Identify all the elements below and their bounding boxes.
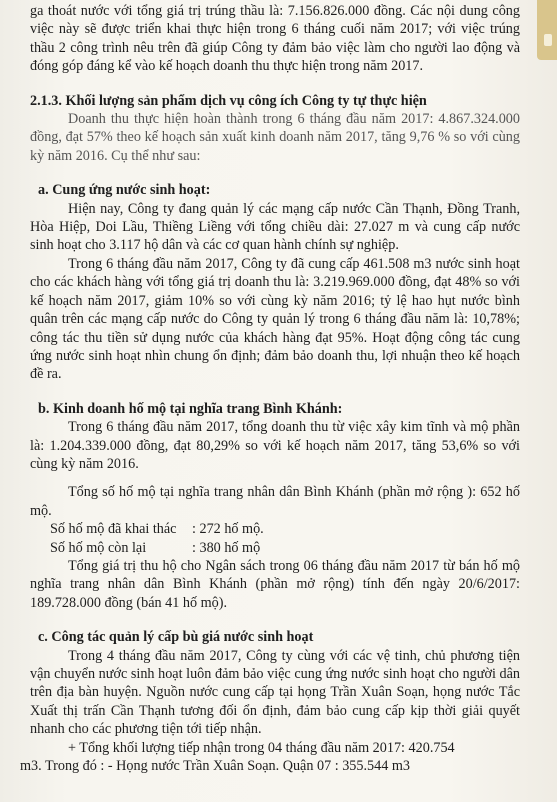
stat-value: : 272 hố mộ. — [192, 521, 264, 538]
document-body — [20, 2, 520, 775]
volume-detail-line: m3. Trong đó : - Họng nước Trần Xuân Soạn. Quận 07 : 355.544 m3 — [20, 758, 410, 775]
volume-paragraph: + Tổng khối lượng tiếp nhận trong 04 tháng đầu năm 2017: 420.754 — [68, 739, 455, 756]
water-subsidy-paragraph: Trong 4 tháng đầu năm 2017, Công ty cùng với các vệ tinh, chủ phương tiện vận chuyển nước sinh hoạt luôn đảm bảo việc cung ứng nước sinh hoạt cho người dân trên địa bàn huyện. Nguồn nước cung cấp tại họng Trần Xuân Soạn, họng nước Tắc Xuất thị trấn Cần Thạnh tương đối ổn định, đảm bảo cung cấp kịp thời giải quyết nhanh cho các phương tiện tới tiếp nhận. — [30, 647, 520, 738]
stat-label: Số hố mộ còn lại — [50, 539, 147, 556]
stat-row-remaining — [50, 539, 520, 557]
subsection-heading-b: b. Kinh doanh hố mộ tại nghĩa trang Bình Khánh: — [38, 400, 343, 417]
intro-paragraph: ga thoát nước với tổng giá trị trúng thầu là: 7.156.826.000 đồng. Các nội dung công việc này sẽ được triển khai thực hiện trong 6 tháng cuối năm 2017; với việc trúng thầu 2 công trình nêu trên đã giúp Công ty đảm bảo việc làm cho người lao động và đóng góp đáng kể vào kế hoạch doanh thu thực hiện trong năm 2017. — [30, 3, 520, 75]
subsection-heading-a: a. Cung ứng nước sinh hoạt: — [38, 182, 211, 199]
budget-collection-paragraph: Tổng giá trị thu hộ cho Ngân sách trong 06 tháng đầu năm 2017 từ bán hố mộ nghĩa trang nhân dân Bình Khánh (phần mở rộng) tính đến ngày 20/6/2017: 189.728.000 đồng (bán 41 hố mộ). — [30, 557, 520, 611]
cemetery-revenue-paragraph: Trong 6 tháng đầu năm 2017, tổng doanh thu từ việc xây kim tĩnh và mộ phần là: 1.204.339.000 đồng, đạt 80,29% so với kế hoạch năm 2017, tăng 53,6% so với cùng kỳ năm 2016. — [30, 419, 520, 472]
cemetery-total-paragraph: Tổng số hố mộ tại nghĩa trang nhân dân Bình Khánh (phần mở rộng ): 652 hố mộ. — [30, 484, 520, 519]
subsection-heading-c: c. Công tác quản lý cấp bù giá nước sinh hoạt — [38, 629, 314, 646]
stat-label: Số hố mộ đã khai thác — [50, 521, 177, 538]
corner-tab — [537, 0, 557, 60]
water-supply-paragraph: Trong 6 tháng đầu năm 2017, Công ty đã cung cấp 461.508 m3 nước sinh hoạt cho các khách hàng với tổng giá trị doanh thu là: 3.219.969.000 đồng, đạt 48% so với kế hoạch năm 2017, giảm 10% so với cùng kỳ năm 2016; tỷ lệ hao hụt nước bình quân trên các mạng cấp nước do Công ty quản lý trong 6 tháng đầu năm là: 10,78%; công tác thu tiền sử dụng nước của khách hàng đạt 95%. Hoạt động công tác cung ứng nước sinh hoạt nhìn chung ổn định; đảm bảo doanh thu, lợi nhuận theo kế hoạch đề ra. — [30, 255, 520, 383]
revenue-paragraph: Doanh thu thực hiện hoàn thành trong 6 tháng đầu năm 2017: 4.867.324.000 đồng, đạt 57% theo kế hoạch sản xuất kinh doanh năm 2017, tăng 9,76 % so với cùng kỳ năm 2016. Cụ thể như sau: — [30, 111, 520, 164]
section-heading-2-1-3: 2.1.3. Khối lượng sản phẩm dịch vụ công ích Công ty tự thực hiện — [30, 92, 427, 109]
water-network-paragraph: Hiện nay, Công ty đang quản lý các mạng cấp nước Cần Thạnh, Đồng Tranh, Hòa Hiệp, Doi Lầu, Thiềng Liềng với tổng chiều dài: 27.027 m và cung cấp nước sinh hoạt cho 3.117 hộ dân và các cơ quan hành chính sự nghiệp. — [30, 200, 520, 254]
stat-row-exploited — [50, 520, 520, 538]
stat-value: : 380 hố mộ — [192, 539, 261, 556]
